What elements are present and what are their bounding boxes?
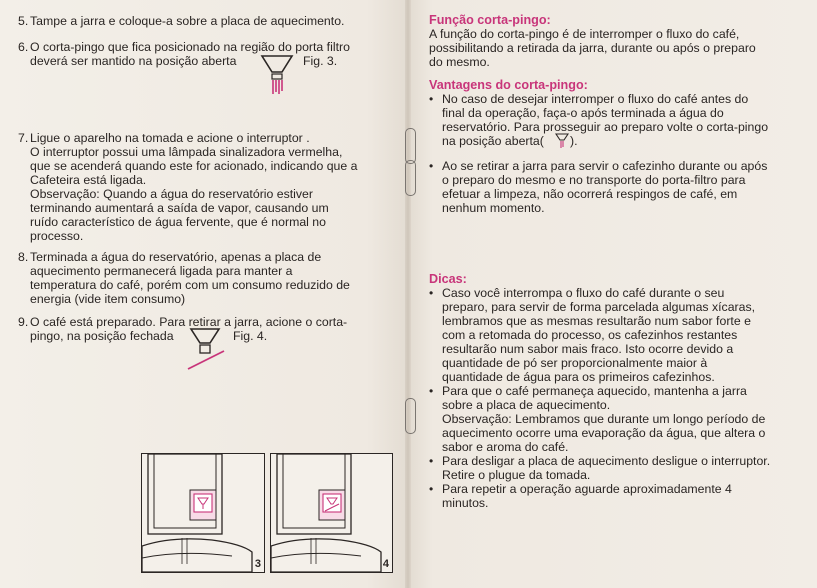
bullet-line: efetuar a limpeza, não ocorrerá respingos de café, em (442, 187, 738, 201)
bullet-line: No caso de desejar interromper o fluxo do café antes do (442, 92, 749, 106)
item-line: O corta-pingo que fica posicionado na região do porta filtro (30, 40, 350, 54)
item-number: 6. (18, 40, 29, 54)
item-line: terminando aumentará a saída de vapor, causando um (30, 201, 329, 215)
bullet-line: sobre a placa de aquecimento. (442, 398, 611, 412)
binder-ring-top (405, 128, 416, 164)
bullet-line: nenhum momento. (442, 201, 545, 215)
bullet-line: com a retomada do processo, os cafezinhos restantes (442, 328, 738, 342)
bullet-line: minutos. (442, 496, 489, 510)
item-line: Ligue o aparelho na tomada e acione o interruptor . (30, 131, 310, 145)
item-line: processo. (30, 229, 84, 243)
bullet: • (429, 482, 434, 496)
bullet-line: na posição aberta( (442, 134, 544, 148)
bullet-line: resultarão num sabor mais fraco. Isto ocorre devido a (442, 342, 734, 356)
filter-closed-icon (186, 327, 228, 373)
bullet-line: sabor e aroma do café. (442, 440, 569, 454)
section-title: Função corta-pingo: (429, 13, 551, 27)
bullet-line: preparo, para servir de forma parcelada algumas xícaras, (442, 300, 756, 314)
bullet-line: aquecimento ocorre uma evaporação da água, que altera o (442, 426, 766, 440)
fig-reference: Fig. 3. (303, 54, 338, 68)
figure-number: 3 (254, 558, 261, 570)
binder-ring-top-lower (405, 160, 416, 196)
section-line: A função do corta-pingo é de interromper o fluxo do café, (429, 27, 740, 41)
item-line: deverá ser mantido na posição aberta (30, 54, 237, 68)
bullet-line: Ao se retirar a jarra para servir o cafezinho durante ou após (442, 159, 768, 173)
item-line: O café está preparado. Para retirar a jarra, acione o corta- (30, 315, 348, 329)
item-number: 9. (18, 315, 29, 329)
bullet-line: lembramos que as mesmas resultarão num sabor forte e (442, 314, 751, 328)
bullet-line: final da operação, faça-o após terminada a água do (442, 106, 724, 120)
bullet-line: reservatório. Para prosseguir ao preparo volte o corta-pingo (442, 120, 769, 134)
fig-reference: Fig. 4. (233, 329, 268, 343)
item-line: ruído característico de água fervente, que é normal no (30, 215, 326, 229)
bullet-line: Retire o plugue da tomada. (442, 468, 591, 482)
bullet: • (429, 286, 434, 300)
item-line: Terminada a água do reservatório, apenas a placa de (30, 250, 322, 264)
item-line: O interruptor possui uma lâmpada sinalizadora vermelha, (30, 145, 343, 159)
figure-4 (270, 453, 393, 573)
item-number: 7. (18, 131, 29, 145)
bullet: • (429, 454, 434, 468)
bullet: • (429, 92, 434, 106)
bullet-line: o preparo do mesmo e no transporte do porta-filtro para (442, 173, 746, 187)
section-line: do mesmo. (429, 55, 490, 69)
item-line: aquecimento permanecerá ligada para manter a (30, 264, 293, 278)
bullet-line: quantidade de pó ser proporcionalmente maior à (442, 356, 708, 370)
item-line: temperatura do café, porém com um consumo reduzido de (30, 278, 350, 292)
bullet-line: Observação: Lembramos que durante um longo período de (442, 412, 766, 426)
item-line: Observação: Quando a água do reservatório estiver (30, 187, 313, 201)
binder-ring-bottom (405, 398, 416, 434)
bullet-line: Caso você interrompa o fluxo do café durante o seu (442, 286, 725, 300)
item-line: energia (vide item consumo) (30, 292, 186, 306)
coffee-maker-illustration (271, 454, 392, 572)
bullet-line: Para que o café permaneça aquecido, mantenha a jarra (442, 384, 747, 398)
figure-3 (141, 453, 265, 573)
bullet-line: Para desligar a placa de aquecimento desligue o interruptor. (442, 454, 771, 468)
coffee-maker-illustration (142, 454, 264, 572)
section-title: Vantagens do corta-pingo: (429, 78, 588, 92)
filter-open-icon (260, 54, 294, 96)
section-line: possibilitando a retirada da jarra, durante ou após o preparo (429, 41, 756, 55)
section-title: Dicas: (429, 272, 467, 286)
figure-number: 4 (382, 558, 389, 570)
filter-open-small-icon (555, 133, 569, 149)
bullet: • (429, 384, 434, 398)
item-line: pingo, na posição fechada (30, 329, 174, 343)
item-line: Tampe a jarra e coloque-a sobre a placa de aquecimento. (30, 14, 345, 28)
item-number: 8. (18, 250, 29, 264)
item-line: Cafeteira está ligada. (30, 173, 147, 187)
item-line: que se acenderá quando este for acionado, indicando que a (30, 159, 358, 173)
item-number: 5. (18, 14, 29, 28)
bullet-line: Para repetir a operação aguarde aproximadamente 4 (442, 482, 732, 496)
bullet: • (429, 159, 434, 173)
bullet-line: ). (570, 134, 578, 148)
page-fold (405, 0, 411, 588)
bullet-line: quantidade de água para os primeiros cafezinhos. (442, 370, 715, 384)
